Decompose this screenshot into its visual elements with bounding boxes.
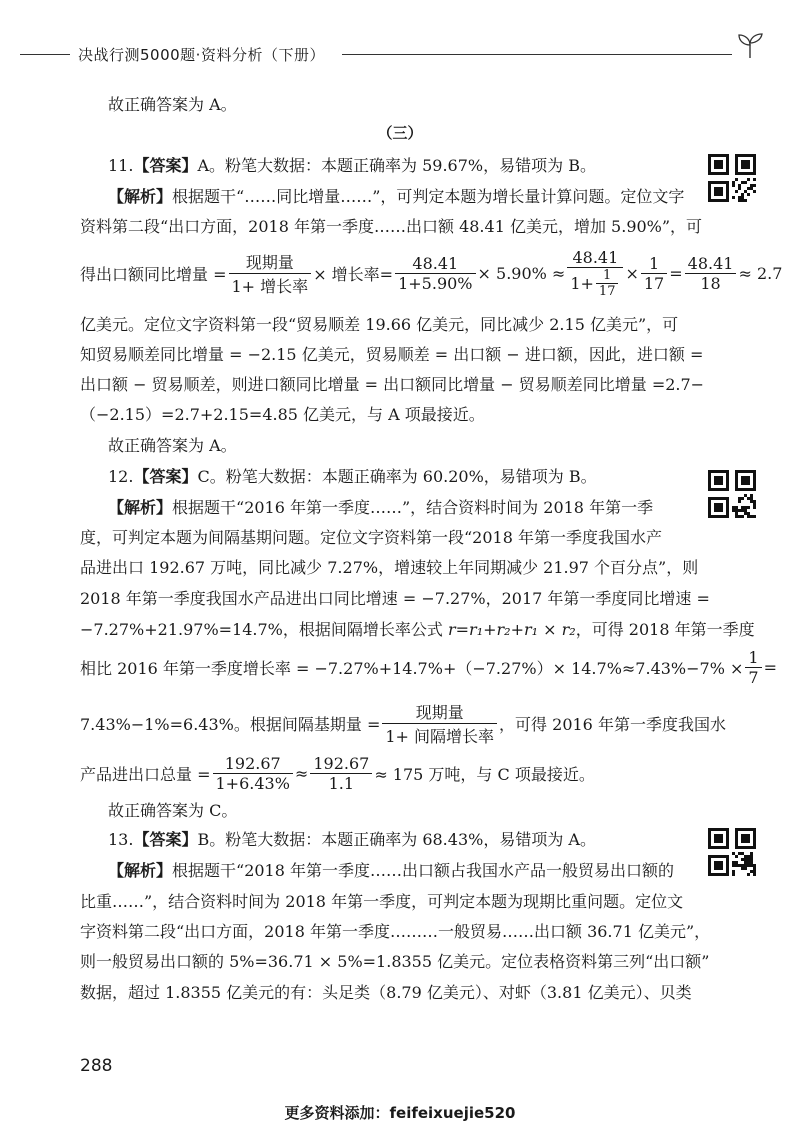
q12-a8-f1-den: 1+6.43% xyxy=(213,773,293,793)
q13-answer-text: B。粉笔大数据：本题正确率为 68.43%，易错项为 A。 xyxy=(197,830,596,849)
q13-analysis-tag: 【解析】 xyxy=(108,861,173,880)
q12-interval-rate-formula: r=r₁+r₂+r₁ × r₂ xyxy=(447,620,576,639)
q12-analysis-line-6 xyxy=(80,640,777,694)
section-title: （三） xyxy=(377,124,423,142)
q12-analysis-8-post: ≈ 175 万吨，与 C 项最接近。 xyxy=(374,764,595,784)
q12-analysis-8-pre: 产品进出口总量 = xyxy=(80,764,211,784)
q12-a6-frac-num: 1 xyxy=(748,647,759,667)
q11-nested-fraction xyxy=(596,268,619,299)
q12-analysis-6-pre: 相比 2016 年第一季度增长率 = −7.27%+14.7%+（−7.27%）× 14.7%≈7.43%−7% × xyxy=(80,658,744,678)
q13-analysis-line-1 xyxy=(108,860,674,882)
q11-f2-den: 1+5.90% xyxy=(395,273,475,293)
q11-fraction-5 xyxy=(685,254,737,293)
q13-analysis-line-4: 则一般贸易出口额的 5%=36.71 × 5%=1.8355 亿美元。定位表格资料第三列“出口额” xyxy=(80,952,710,971)
q11-f3-num: 48.41 xyxy=(572,247,619,267)
qr-code-q13[interactable] xyxy=(708,828,756,876)
q11-analysis-line-3: 亿美元。定位文字资料第一段“贸易顺差 19.66 亿美元，同比减少 2.15 亿美元”，可 xyxy=(80,315,679,334)
qr-code-q12[interactable] xyxy=(708,470,756,518)
q12-analysis-line-5 xyxy=(80,619,755,641)
q11-formula-line xyxy=(80,240,782,306)
q12-analysis-line-7 xyxy=(80,698,726,748)
q11-fraction-1 xyxy=(229,250,312,297)
q12-a7-frac-num: 现期量 xyxy=(415,702,464,722)
q11-f3-den-a: 1+ xyxy=(570,273,594,293)
q12-analysis-line-8 xyxy=(80,748,595,798)
q11-formula-mid-2: × 5.90% ≈ xyxy=(477,263,566,283)
q12-a7-frac-den: 1+ 间隔增长率 xyxy=(382,723,497,747)
q11-f3-nested-num: 1 xyxy=(603,267,612,283)
q12-base-period-fraction xyxy=(382,700,497,747)
q12-analysis-line-3: 品进出口 192.67 万吨，同比减少 7.27%，增速较上年同期减少 21.97 个百分点”，则 xyxy=(80,558,699,577)
q13-analysis-line-5: 数据，超过 1.8355 亿美元的有：头足类（8.79 亿美元）、对虾（3.81 亿美元）、贝类 xyxy=(80,983,692,1002)
q12-a8-f2-num: 192.67 xyxy=(313,753,370,773)
q11-conclusion: 故正确答案为 A。 xyxy=(108,436,237,455)
q11-formula-mid-4: = xyxy=(669,263,683,283)
q11-analysis-1: 根据题干“……同比增量……”，可判定本题为增长量计算问题。定位文字 xyxy=(172,187,685,206)
q11-fraction-4 xyxy=(641,254,667,293)
q11-f1-den: 1+ 增长率 xyxy=(229,273,312,297)
q12-seventh-fraction xyxy=(745,648,761,687)
q13-analysis-1: 根据题干“2018 年第一季度……出口额占我国水产品一般贸易出口额的 xyxy=(172,861,675,880)
header-rule-left xyxy=(20,54,70,55)
q11-f1-num: 现期量 xyxy=(245,252,294,272)
q12-analysis-5-post: ，可得 2018 年第一季度 xyxy=(575,620,755,639)
running-header-title: 决战行测5000题·资料分析（下册） xyxy=(78,46,325,64)
q12-analysis-7-post: ，可得 2016 年第一季度我国水 xyxy=(499,714,726,734)
q11-f5-den: 18 xyxy=(685,273,737,293)
q11-analysis-line-4: 知贸易顺差同比增量 = −2.15 亿美元，贸易顺差 = 出口额 − 进口额，因此，进口额 = xyxy=(80,345,704,364)
q12-total-fraction-2 xyxy=(310,754,372,793)
q11-answer-text: A。粉笔大数据：本题正确率为 59.67%，易错项为 B。 xyxy=(197,156,596,175)
q12-analysis-1: 根据题干“2016 年第一季度……”，结合资料时间为 2018 年第一季 xyxy=(172,498,654,517)
q13-answer-line xyxy=(108,829,596,851)
q11-analysis-line-5: 出口额 − 贸易顺差，则进口额同比增量 = 出口额同比增量 − 贸易顺差同比增量 =2.7− xyxy=(80,375,705,394)
q11-f4-num: 1 xyxy=(648,253,660,273)
q12-number: 12. xyxy=(108,467,134,486)
q12-analysis-7-pre: 7.43%−1%=6.43%。根据间隔基期量 = xyxy=(80,714,381,734)
q11-f2-num: 48.41 xyxy=(412,253,459,273)
qr-code-q11[interactable] xyxy=(708,154,756,202)
header-rule-right xyxy=(342,54,732,55)
q12-a8-f2-den: 1.1 xyxy=(310,773,372,793)
q12-answer-text: C。粉笔大数据：本题正确率为 60.20%，易错项为 B。 xyxy=(197,467,597,486)
q12-a6-frac-den: 7 xyxy=(745,667,761,687)
q11-formula-mid-3: × xyxy=(625,263,639,283)
q13-answer-tag: 【答案】 xyxy=(133,830,198,849)
q11-f3-nested-den: 17 xyxy=(596,283,619,299)
q11-formula-prefix: 得出口额同比增量 = xyxy=(80,264,227,284)
q12-analysis-5-pre: −7.27%+21.97%=14.7%，根据间隔增长率公式 xyxy=(80,620,448,639)
page-number: 288 xyxy=(80,1056,113,1076)
q11-formula-tail: ≈ 2.7 xyxy=(738,263,783,283)
q12-answer-line xyxy=(108,466,597,488)
q12-analysis-line-1 xyxy=(108,497,653,519)
q11-fraction-2 xyxy=(395,254,475,293)
intro-answer-line: 故正确答案为 A。 xyxy=(108,95,237,114)
q11-answer-tag: 【答案】 xyxy=(133,156,198,175)
q12-answer-tag: 【答案】 xyxy=(133,467,198,486)
q13-number: 13. xyxy=(108,830,134,849)
q11-analysis-line-2: 资料第二段“出口方面，2018 年第一季度……出口额 48.41 亿美元，增加 5.90%”，可 xyxy=(80,217,703,236)
q11-analysis-tag: 【解析】 xyxy=(108,187,173,206)
q12-conclusion: 故正确答案为 C。 xyxy=(108,801,238,820)
q13-analysis-line-3: 字资料第二段“出口方面，2018 年第一季度………一般贸易……出口额 36.71 亿美元”， xyxy=(80,922,711,941)
q11-f3-den xyxy=(567,267,623,299)
q12-a8-f1-num: 192.67 xyxy=(224,753,281,773)
q11-fraction-3 xyxy=(567,248,623,299)
q11-number: 11. xyxy=(108,156,134,175)
q13-analysis-line-2: 比重……”，结合资料时间为 2018 年第一季度，可判定本题为现期比重问题。定位文 xyxy=(80,892,684,911)
q12-analysis-6-post: = xyxy=(763,657,778,677)
q11-answer-line xyxy=(108,155,596,177)
q11-analysis-line-6: （−2.15）=2.7+2.15=4.85 亿美元，与 A 项最接近。 xyxy=(80,405,485,424)
q12-analysis-tag: 【解析】 xyxy=(108,498,173,517)
sprout-icon xyxy=(732,30,768,60)
q11-formula-mid-1: × 增长率= xyxy=(313,264,394,284)
q11-analysis-line-1 xyxy=(108,186,684,208)
q11-f5-num: 48.41 xyxy=(687,253,734,273)
q12-total-fraction-1 xyxy=(213,754,293,793)
q12-analysis-line-4: 2018 年第一季度我国水产品进出口同比增速 = −7.27%，2017 年第一季度同比增速 = xyxy=(80,589,710,608)
q12-analysis-line-2: 度，可判定本题为间隔基期问题。定位文字资料第一段“2018 年第一季度我国水产 xyxy=(80,528,662,547)
q11-f4-den: 17 xyxy=(641,273,667,293)
q12-analysis-8-mid: ≈ xyxy=(294,763,309,783)
footer-contact-note: 更多资料添加：feifeixuejie520 xyxy=(284,1104,516,1122)
